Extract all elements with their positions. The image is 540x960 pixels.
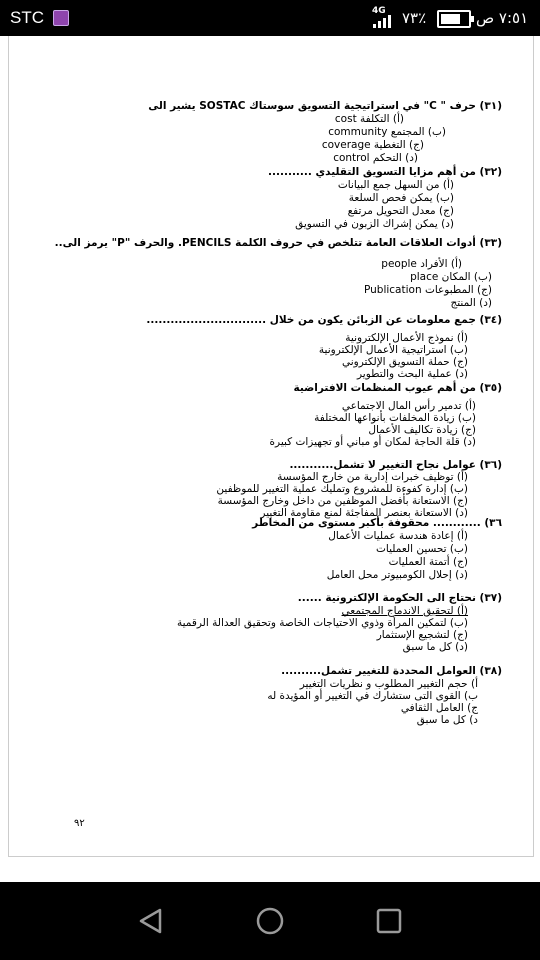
- option: (ب) استراتيجية الأعمال الإلكترونية: [318, 344, 468, 356]
- option: (د) عملية البحث والتطوير: [357, 368, 468, 380]
- option: د) كل ما سبق: [416, 714, 478, 726]
- back-triangle-icon: [141, 910, 160, 932]
- option: (د) يمكن إشراك الزبون في التسويق: [295, 218, 454, 230]
- option: ب) القوى التى ستشارك في التغيير أو المؤيدة له: [267, 690, 478, 702]
- page-number: ٩٢: [74, 818, 85, 829]
- option: ج) العامل الثقافي: [400, 702, 478, 714]
- option: (أ) لتحقيق الاندماج المجتمعي: [341, 605, 468, 617]
- question-33: (٣٣) أدوات العلاقات العامة تتلخص في حروف الكلمة PENCILS. والحرف "P" يرمز الى..: [54, 237, 502, 249]
- option: (ب) زيادة المخلفات بأنواعها المختلفة: [314, 412, 476, 424]
- option: أ) حجم التغيير المطلوب و نظريات التغيير: [299, 678, 478, 690]
- option: (أ) الأفراد people: [381, 258, 462, 270]
- network-type: 4G: [372, 6, 386, 16]
- option: (ج) زيادة تكاليف الأعمال: [368, 424, 476, 436]
- option: (د) المنتج: [450, 297, 492, 309]
- option: (ب) يمكن فحص السلعة: [348, 192, 454, 204]
- battery-percent: ٧٣٪: [402, 9, 427, 27]
- option: (أ) إعادة هندسة عمليات الأعمال: [328, 530, 468, 542]
- question-37: (٣٧) نحتاج الى الحكومة الإلكترونية ......: [297, 592, 502, 604]
- option: (ب) تحسين العمليات: [376, 543, 468, 555]
- question-36: (٣٦) عوامل نجاح التغيير لا تشمل...........: [289, 459, 502, 471]
- navigation-bar: [0, 882, 540, 960]
- option: (أ) تدمير رأس المال الاجتماعي: [341, 400, 476, 412]
- question-38: (٣٨) العوامل المحددة للتغيير تشمل..........: [281, 665, 502, 677]
- option: (ج) الاستعانة بأفضل الموظفين من داخل وخارج المؤسسة: [217, 495, 468, 507]
- option: (أ) من السهل جمع البيانات: [337, 179, 454, 191]
- option: (ج) لتشجيع الإستثمار: [376, 629, 468, 641]
- home-circle-icon: [258, 909, 282, 933]
- back-button[interactable]: [136, 906, 166, 936]
- option: (ج) التغطية coverage: [321, 139, 424, 151]
- option: (د) الاستعانة بعنصر المفاجئة لمنع مقاومة التغيير: [260, 507, 468, 519]
- option: (أ) نموذج الأعمال الإلكترونية: [345, 332, 468, 344]
- option: (ج) أتمتة العمليات: [388, 556, 468, 568]
- home-button[interactable]: [255, 906, 285, 936]
- option: (ج) المطبوعات Publication: [363, 284, 492, 296]
- question-34: (٣٤) جمع معلومات عن الزبائن يكون من خلال ..............................: [146, 314, 502, 326]
- option: (ب) المجتمع community: [328, 126, 446, 138]
- option: (ب) إدارة كفوءة للمشروع وتمليك عملية التغيير للموظفين: [216, 483, 468, 495]
- option: (ب) المكان place: [410, 271, 492, 283]
- question-32: (٣٢) من أهم مزايا التسويق التقليدي ...........: [268, 166, 502, 178]
- question-31: (٣١) حرف " C" في استراتيجية التسويق سوستاك SOSTAC يشير الى: [148, 100, 502, 112]
- clock: ٧:٥١ ص: [476, 9, 529, 27]
- carrier-name: STC: [10, 8, 44, 27]
- option: (د) التحكم control: [333, 152, 418, 164]
- recent-apps-button[interactable]: [374, 906, 404, 936]
- question-35: (٣٥) من أهم عيوب المنظمات الافتراضية: [293, 382, 502, 394]
- option: (د) قلة الحاجة لمكان أو مباني أو تجهيزات كبيرة: [269, 436, 476, 448]
- option: (ج) معدل التحويل مرتفع: [347, 205, 454, 217]
- option: (أ) التكلفة cost: [334, 113, 404, 125]
- question-36b: ٣٦) ............ محقوفة بأكبر مستوى من المخاطر: [252, 517, 502, 529]
- option: (د) كل ما سبق: [402, 641, 468, 653]
- option: (ج) حملة التسويق الإلكتروني: [341, 356, 468, 368]
- option: (ب) لتمكين المرأة وذوي الاحتياجات الخاصة وتحقيق العدالة الرقمية: [176, 617, 468, 629]
- option: (أ) توظيف خبرات إدارية من خارج المؤسسة: [277, 471, 468, 483]
- option: (د) إحلال الكومبيوتر محل العامل: [326, 569, 468, 581]
- recent-square-icon: [378, 910, 400, 932]
